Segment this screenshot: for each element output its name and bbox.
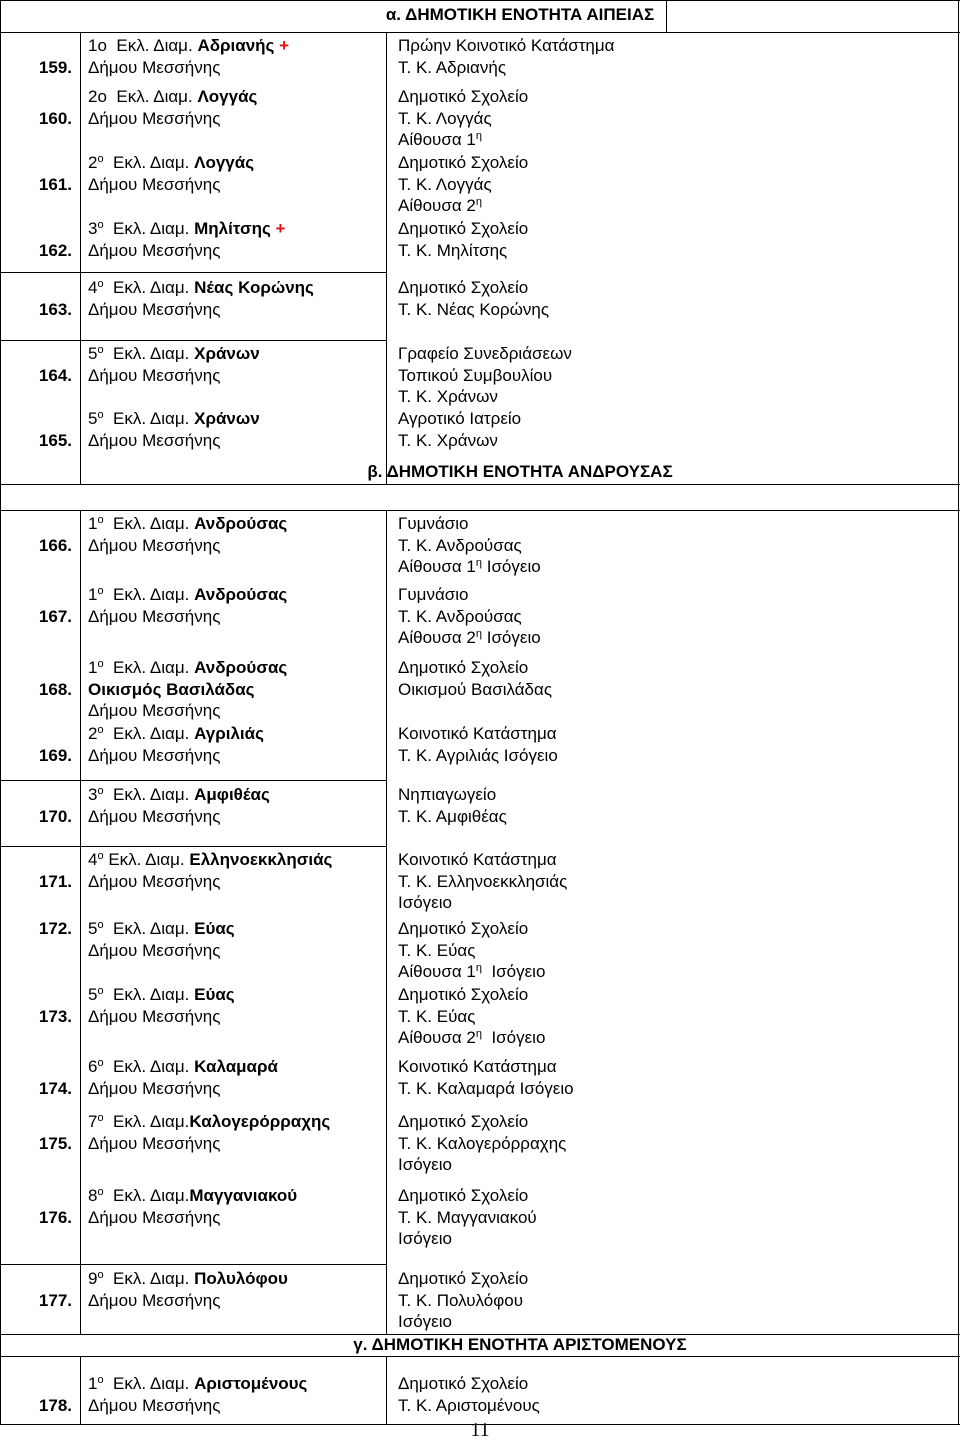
row-line bbox=[0, 1356, 960, 1357]
row-number: 166. bbox=[38, 536, 72, 555]
row-number: 159. bbox=[38, 58, 72, 77]
location-cell: Δημοτικό Σχολείο Τ. Κ. Νέας Κορώνης bbox=[398, 278, 550, 319]
table-border-right bbox=[958, 0, 959, 1424]
polling-station-cell: $9^o$ Εκλ. Διαμ. Πολυλόφου Δήμου Μεσσήνης bbox=[88, 1269, 288, 1310]
location-cell: Γραφείο Συνεδριάσεων Τοπικού Συμβουλίου Τ. Κ. Χράνων bbox=[398, 344, 572, 406]
row-line bbox=[0, 510, 960, 511]
row-number: 169. bbox=[38, 746, 72, 765]
polling-station-cell: $4^o$ Εκλ. Διαμ. Νέας Κορώνης Δήμου Μεσσήνης bbox=[88, 278, 314, 319]
location-cell: Δημοτικό Σχολείο Τ. Κ. Μηλίτσης bbox=[398, 219, 529, 260]
polling-station-cell: $3^o$ Εκλ. Διαμ. Αμφιθέας Δήμου Μεσσήνης bbox=[88, 785, 270, 826]
row-number: 176. bbox=[38, 1208, 72, 1227]
location-cell: Πρώην Κοινοτικό Κατάστημα Τ. Κ. Αδριανής bbox=[398, 36, 615, 77]
row-number: 163. bbox=[38, 300, 72, 319]
location-cell: Δημοτικό Σχολείο Τ. Κ. Πολυλόφου Ισόγειο bbox=[398, 1269, 529, 1331]
location-cell: Δημοτικό Σχολείο Οικισμού Βασιλάδας bbox=[398, 658, 553, 699]
column-divider bbox=[80, 1356, 81, 1424]
row-number: 164. bbox=[38, 366, 72, 385]
polling-station-cell: $8^o$ Εκλ. Διαμ.Μαγγανιακού Δήμου Μεσσήνης bbox=[88, 1186, 298, 1227]
row-number: 167. bbox=[38, 607, 72, 626]
location-cell: Νηπιαγωγείο Τ. Κ. Αμφιθέας bbox=[398, 785, 507, 826]
location-cell: Δημοτικό Σχολείο Τ. Κ. Εύας Αίθουσα $1^\eta$ Ισόγειο bbox=[398, 919, 546, 981]
column-divider bbox=[80, 510, 81, 1334]
location-cell: Κοινοτικό Κατάστημα Τ. Κ. Αγριλιάς Ισόγειο bbox=[398, 724, 558, 765]
location-cell: Αγροτικό Ιατρείο Τ. Κ. Χράνων bbox=[398, 409, 522, 450]
location-cell: Δημοτικό Σχολείο Τ. Κ. Εύας Αίθουσα $2^\eta$ Ισόγειο bbox=[398, 985, 546, 1047]
polling-station-cell: $1^o$ Εκλ. Διαμ. Ανδρούσας Δήμου Μεσσήνης bbox=[88, 514, 288, 555]
location-cell: Γυμνάσιο Τ. Κ. Ανδρούσας Αίθουσα $2^\eta$ Ισόγειο bbox=[398, 585, 541, 647]
row-number: 175. bbox=[38, 1134, 72, 1153]
column-divider bbox=[386, 510, 387, 1334]
row-line bbox=[0, 272, 386, 273]
row-number: 170. bbox=[38, 807, 72, 826]
location-cell: Κοινοτικό Κατάστημα Τ. Κ. Καλαμαρά Ισόγειο bbox=[398, 1057, 574, 1098]
polling-station-cell: $1^o$ Εκλ. Διαμ. Ανδρούσας Οικισμός Βασιλάδας Δήμου Μεσσήνης bbox=[88, 658, 288, 720]
row-line bbox=[0, 340, 386, 341]
section-header-androusas: β. ΔΗΜΟΤΙΚΗ ΕΝΟΤΗΤΑ ΑΝΔΡΟΥΣΑΣ bbox=[367, 462, 673, 481]
row-number: 174. bbox=[38, 1079, 72, 1098]
polling-station-cell: $5^o$ Εκλ. Διαμ. Εύας Δήμου Μεσσήνης bbox=[88, 985, 235, 1026]
column-divider bbox=[386, 32, 387, 484]
row-number: 165. bbox=[38, 431, 72, 450]
polling-station-cell: $3^o$ Εκλ. Διαμ. Μηλίτσης + Δήμου Μεσσήνης bbox=[88, 219, 286, 260]
location-cell: Δημοτικό Σχολείο Τ. Κ. Μαγγανιακού Ισόγειο bbox=[398, 1186, 537, 1248]
polling-station-cell: $5^o$ Εκλ. Διαμ. Χράνων Δήμου Μεσσήνης bbox=[88, 409, 260, 450]
row-line bbox=[0, 32, 960, 33]
row-number: 160. bbox=[38, 109, 72, 128]
polling-station-cell: $2^o$ Εκλ. Διαμ. Αγριλιάς Δήμου Μεσσήνης bbox=[88, 724, 264, 765]
row-number: 171. bbox=[38, 872, 72, 891]
polling-station-cell: $5^o$ Εκλ. Διαμ. Εύας Δήμου Μεσσήνης bbox=[88, 919, 235, 960]
location-cell: Δημοτικό Σχολείο Τ. Κ. Αριστομένους bbox=[398, 1374, 540, 1415]
page-number: 11 bbox=[470, 1419, 490, 1441]
row-number: 168. bbox=[38, 680, 72, 699]
polling-station-cell: $4^o$ Εκλ. Διαμ. Ελληνοεκκλησιάς Δήμου Μεσσήνης bbox=[88, 850, 333, 891]
column-divider bbox=[386, 1356, 387, 1424]
row-number: 172. bbox=[38, 919, 72, 938]
polling-station-cell: $2^o$ Εκλ. Διαμ. Λογγάς Δήμου Μεσσήνης bbox=[88, 153, 255, 194]
polling-station-cell: $5^o$ Εκλ. Διαμ. Χράνων Δήμου Μεσσήνης bbox=[88, 344, 260, 385]
section-header-aristomenous: γ. ΔΗΜΟΤΙΚΗ ΕΝΟΤΗΤΑ ΑΡΙΣΤΟΜΕΝΟΥΣ bbox=[353, 1335, 687, 1354]
polling-station-cell: 1ο Εκλ. Διαμ. Αδριανής + Δήμου Μεσσήνης bbox=[88, 36, 290, 77]
location-cell: Γυμνάσιο Τ. Κ. Ανδρούσας Αίθουσα $1^\eta$ Ισόγειο bbox=[398, 514, 541, 576]
row-number: 161. bbox=[38, 175, 72, 194]
location-cell: Κοινοτικό Κατάστημα Τ. Κ. Ελληνοεκκλησιάς Ισόγειο bbox=[398, 850, 568, 912]
polling-station-cell: $6^o$ Εκλ. Διαμ. Καλαμαρά Δήμου Μεσσήνης bbox=[88, 1057, 278, 1098]
row-number: 178. bbox=[38, 1396, 72, 1415]
row-number: 162. bbox=[38, 241, 72, 260]
location-cell: Δημοτικό Σχολείο Τ. Κ. Καλογερόρραχης Ισόγειο bbox=[398, 1112, 567, 1174]
polling-station-cell: $1^o$ Εκλ. Διαμ. Αριστομένους Δήμου Μεσσήνης bbox=[88, 1374, 308, 1415]
row-line bbox=[0, 1264, 386, 1265]
location-cell: Δημοτικό Σχολείο Τ. Κ. Λογγάς Αίθουσα $1^\eta$ bbox=[398, 87, 529, 149]
row-line bbox=[0, 846, 386, 847]
column-divider bbox=[80, 32, 81, 484]
row-number: 173. bbox=[38, 1007, 72, 1026]
row-line bbox=[0, 780, 386, 781]
row-number: 177. bbox=[38, 1291, 72, 1310]
table-border-top bbox=[0, 0, 960, 1]
polling-station-cell: $7^o$ Εκλ. Διαμ.Καλογερόρραχης Δήμου Μεσσήνης bbox=[88, 1112, 331, 1153]
row-line bbox=[0, 484, 960, 485]
polling-station-cell: $1^o$ Εκλ. Διαμ. Ανδρούσας Δήμου Μεσσήνης bbox=[88, 585, 288, 626]
polling-station-cell: 2ο Εκλ. Διαμ. Λογγάς Δήμου Μεσσήνης bbox=[88, 87, 258, 128]
section-header-aipeias: α. ΔΗΜΟΤΙΚΗ ΕΝΟΤΗΤΑ ΑΙΠΕΙΑΣ bbox=[385, 5, 655, 24]
location-cell: Δημοτικό Σχολείο Τ. Κ. Λογγάς Αίθουσα $2^\eta$ bbox=[398, 153, 529, 215]
